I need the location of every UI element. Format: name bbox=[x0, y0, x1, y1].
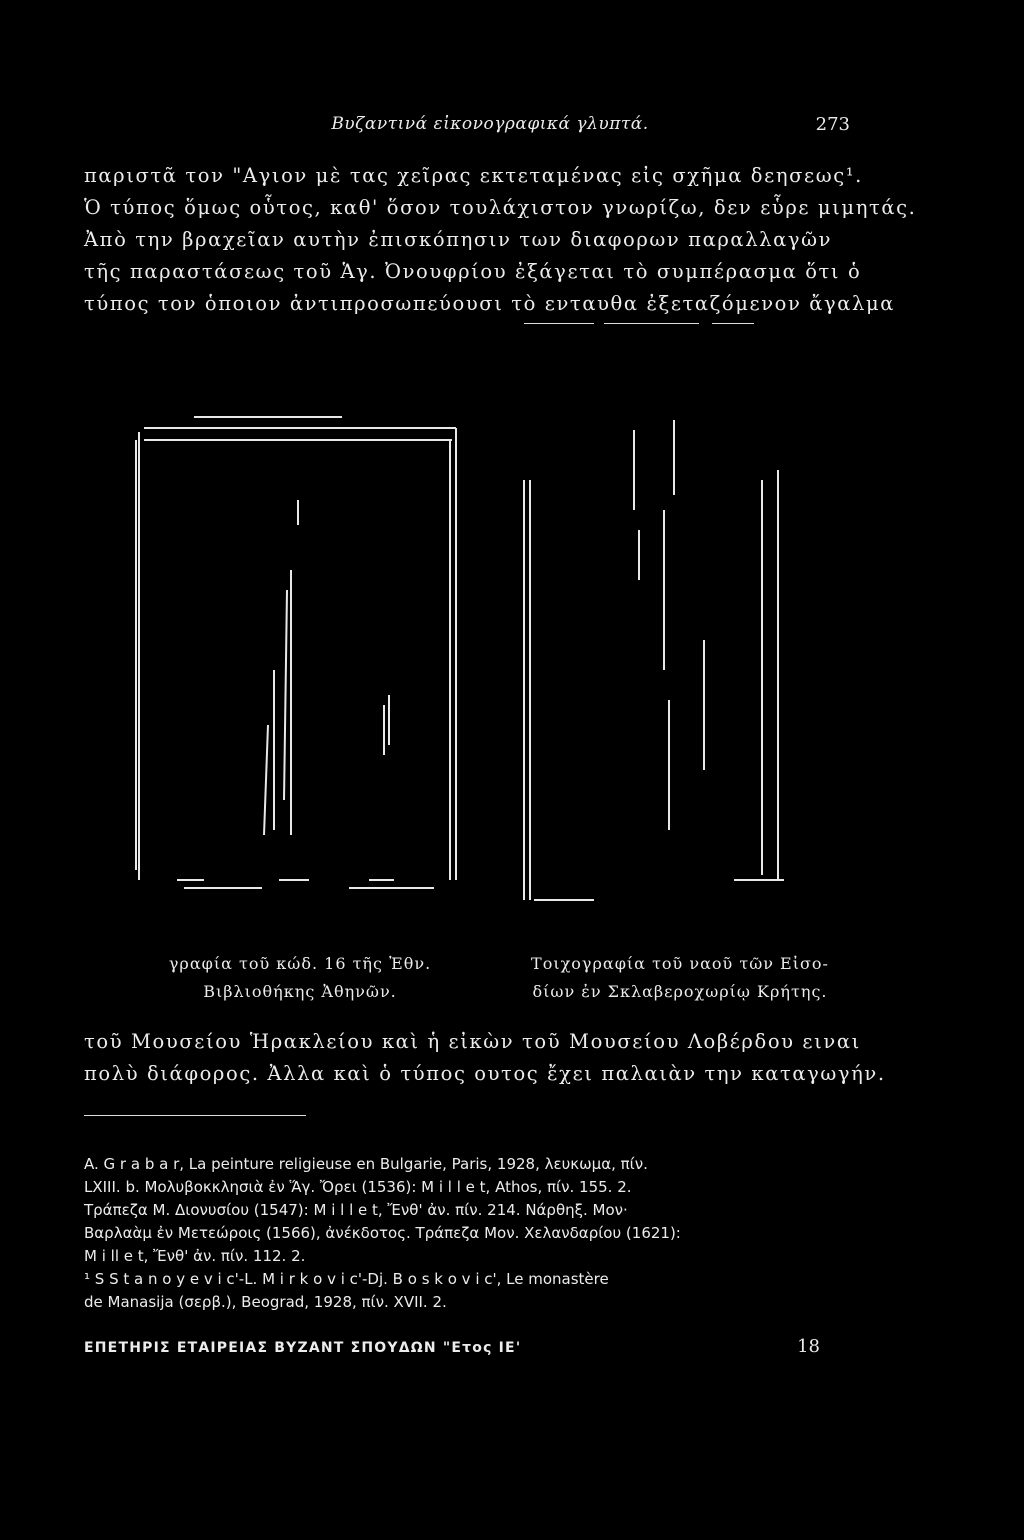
text-line: τύπος τον ὁποιον ἀντιπροσωπεύουσι τὸ ενταυθα ἐξεταζόμενον ἄγαλμα bbox=[84, 292, 896, 315]
text-line: τοῦ Μουσείου Ἡρακλείου καὶ ἡ εἰκὼν τοῦ Μουσείου Λοβέρδου ειναι bbox=[84, 1030, 861, 1053]
footnote-line: de Manasija (σερβ.), Beograd, 1928, πίν. XVII. 2. bbox=[84, 1293, 447, 1311]
decorative-rule bbox=[524, 323, 594, 324]
text-line: Ὁ τύπος ὅμως οὗτος, καθ' ὅσον τουλάχιστον γνωρίζω, δεν εὗρε μιμητάς. bbox=[84, 196, 917, 219]
figure-caption-right bbox=[470, 950, 890, 1006]
footnote-line: Τράπεζα Μ. Διονυσίου (1547): M i l l e t, Ἔνθ' ἀν. πίν. 214. Νάρθηξ. Μον· bbox=[84, 1201, 628, 1219]
footnote-line: LXIII. b. Μολυβοκκλησιὰ ἐν Ἅγ. Ὄρει (1536): M i l l e t, Athos, πίν. 155. 2. bbox=[84, 1178, 632, 1196]
caption-line: Βιβλιοθήκης Ἀθηνῶν. bbox=[203, 982, 397, 1001]
running-header-title: Βυζαντινά εἰκονογραφικά γλυπτά. bbox=[331, 114, 649, 134]
paragraph-2 bbox=[84, 1026, 886, 1090]
right-figure-drawing bbox=[524, 420, 784, 900]
figures-area bbox=[84, 400, 844, 920]
text-line: παριστᾶ τον "Αγιον μὲ τας χεῖρας εκτεταμένας εἰς σχῆμα δεησεως¹. bbox=[84, 164, 863, 187]
footnote-line: Βαρλαὰμ ἐν Μετεώροις (1566), ἀνέκδοτος. Τράπεζα Μον. Χελανδαρίου (1621): bbox=[84, 1224, 681, 1242]
text-line: τῆς παραστάσεως τοῦ Ἁγ. Ὀνουφρίου ἐξάγεται τὸ συμπέρασμα ὅτι ὁ bbox=[84, 260, 862, 283]
left-figure-drawing bbox=[136, 417, 456, 888]
figure-drawings bbox=[84, 400, 844, 920]
footnotes bbox=[84, 1153, 844, 1314]
caption-line: Τοιχογραφία τοῦ ναοῦ τῶν Εἰσο- bbox=[531, 954, 829, 973]
signature-mark: 18 bbox=[797, 1336, 820, 1357]
page-number: 273 bbox=[815, 114, 850, 135]
journal-footer: ΕΠΕΤΗΡΙΣ ΕΤΑΙΡΕΙΑΣ ΒΥΖΑΝΤ ΣΠΟΥΔΩΝ "Ετος ΙΕ' bbox=[84, 1340, 522, 1356]
text-line: πολὺ διάφορος. Ἀλλα καὶ ὁ τύπος ουτος ἔχει παλαιὰν την καταγωγήν. bbox=[84, 1062, 886, 1085]
caption-line: δίων ἐν Σκλαβεροχωρίῳ Κρήτης. bbox=[532, 982, 828, 1001]
decorative-rule bbox=[604, 323, 699, 324]
footnote-line: A. G r a b a r, La peinture religieuse en Bulgarie, Paris, 1928, λευκωμα, πίν. bbox=[84, 1155, 648, 1173]
footnote-line: ¹ S S t a n o y e v i c'-L. M i r k o v i c'-Dj. B o s k o v i c', Le monastère bbox=[84, 1270, 609, 1288]
footnote-line: M i ll e t, Ἔνθ' ἀν. πίν. 112. 2. bbox=[84, 1247, 306, 1265]
decorative-rule bbox=[712, 323, 754, 324]
footnote-divider bbox=[84, 1115, 306, 1116]
paragraph-1 bbox=[84, 160, 917, 320]
caption-line: γραφία τοῦ κώδ. 16 τῆς Ἐθν. bbox=[168, 954, 432, 973]
text-line: Ἀπὸ την βραχεῖαν αυτὴν ἐπισκόπησιν των διαφορων παραλλαγῶν bbox=[84, 228, 833, 251]
figure-caption-left bbox=[110, 950, 490, 1006]
